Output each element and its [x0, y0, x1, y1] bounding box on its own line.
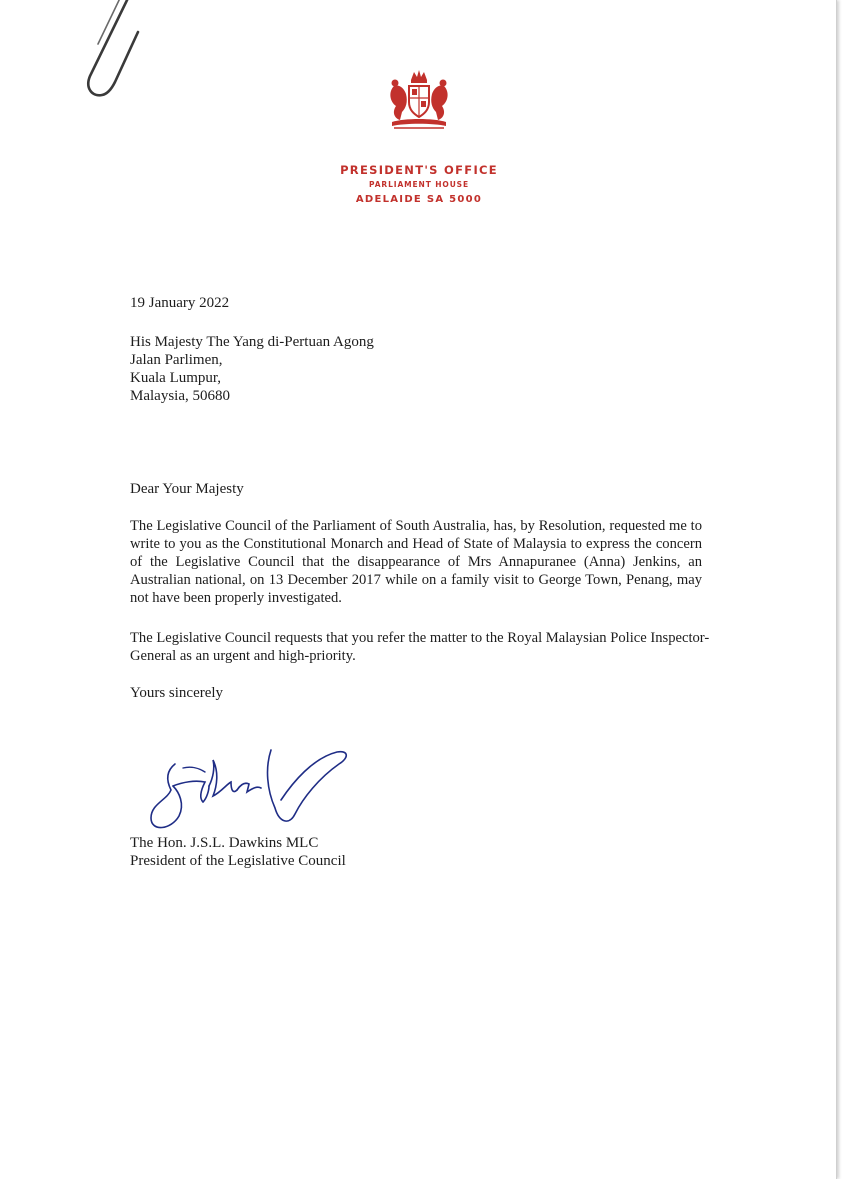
- letterhead: [300, 162, 538, 208]
- paperclip-icon: [78, 0, 148, 102]
- letterhead-building: PARLIAMENT HOUSE: [368, 180, 470, 189]
- signer-title: President of the Legislative Council: [130, 853, 346, 869]
- recipient-line: His Majesty The Yang di-Pertuan Agong: [130, 334, 374, 350]
- recipient-address: [130, 333, 374, 405]
- salutation: Dear Your Majesty: [130, 481, 244, 497]
- signer-name: The Hon. J.S.L. Dawkins MLC: [130, 835, 319, 851]
- closing: Yours sincerely: [130, 685, 224, 701]
- body-paragraph: The Legislative Council requests that you refer the matter to the Royal Malaysian Police Inspector-General as an urgent and high-priority.: [130, 630, 710, 664]
- letterhead-office: PRESIDENT'S OFFICE: [340, 163, 498, 177]
- body-paragraph: The Legislative Council of the Parliament of South Australia, has, by Resolution, requested me to write to you as the Constitutional Monarch and Head of State of Malaysia to express the concern of the Legislative Council that the disappearance of Mrs Annapuranee (Anna) Jenkins, an Australian national, on 13 December 2017 while on a family visit to George Town, Penang, may not have been properly investigated.: [130, 518, 702, 606]
- letterhead-city: ADELAIDE SA 5000: [355, 194, 483, 205]
- recipient-line: Kuala Lumpur,: [130, 370, 222, 386]
- signer-block: [130, 834, 346, 870]
- recipient-line: Jalan Parlimen,: [130, 352, 223, 368]
- letter-date: 19 January 2022: [130, 295, 230, 311]
- handwritten-signature: [143, 742, 353, 834]
- recipient-line: Malaysia, 50680: [130, 388, 230, 404]
- coat-of-arms-icon: [384, 68, 454, 132]
